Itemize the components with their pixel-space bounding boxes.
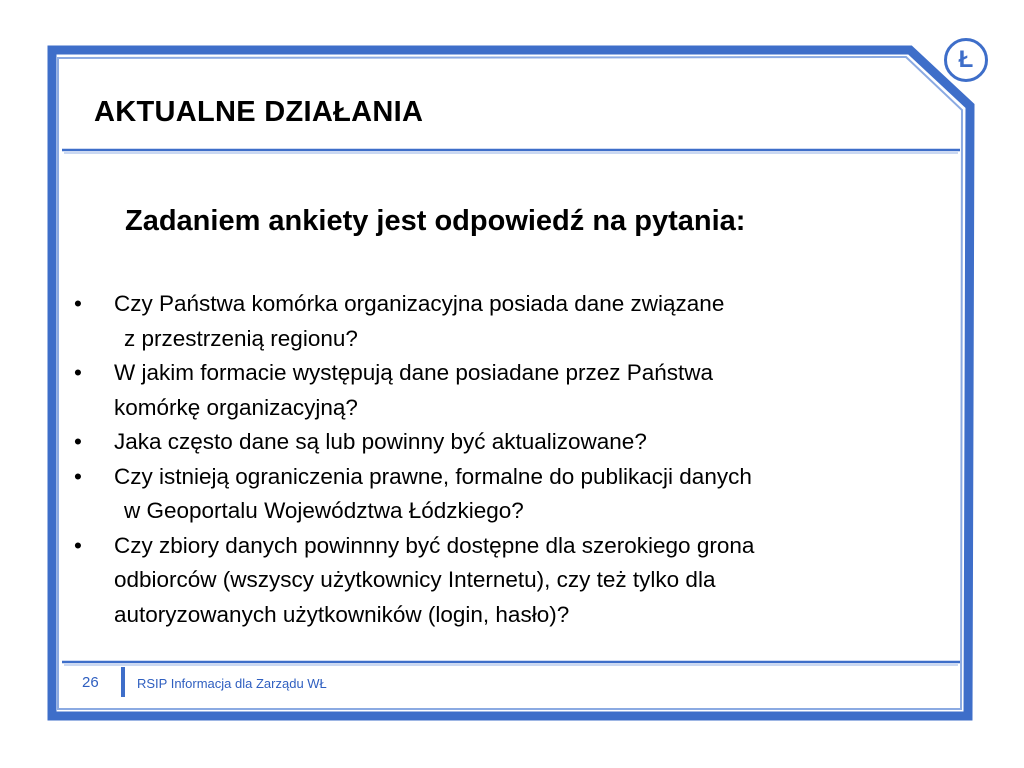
- footer-caption: RSIP Informacja dla Zarządu WŁ: [137, 676, 327, 691]
- list-item-text: W jakim formacie występują dane posiadane przez Państwa: [114, 360, 714, 385]
- bullet-icon: •: [74, 291, 82, 316]
- list-item-text: w Geoportalu Województwa Łódzkiego?: [124, 498, 524, 523]
- list-item-text: komórkę organizacyjną?: [114, 394, 358, 420]
- bullet-icon: •: [74, 463, 82, 489]
- bullet-icon: •: [74, 429, 82, 454]
- list-item-text: autoryzowanych użytkowników (login, hasło)?: [114, 601, 570, 627]
- list-item: [72, 356, 952, 425]
- list-item: [72, 425, 952, 460]
- slide-title: AKTUALNE DZIAŁANIA: [94, 96, 424, 128]
- bullet-icon: •: [74, 532, 82, 558]
- logo-text: Ł: [958, 46, 974, 73]
- list-item-text: Czy istnieją ograniczenia prawne, formalne do publikacji danych: [114, 463, 752, 489]
- list-item: [72, 529, 952, 633]
- list-item-text: z przestrzenią regionu?: [124, 325, 358, 351]
- list-item-text: Czy zbiory danych powinnny być dostępne dla szerokiego grona: [114, 532, 755, 558]
- page-number: 26: [82, 674, 99, 691]
- list-item-text: odbiorców (wszyscy użytkownicy Internetu), czy też tylko dla: [114, 567, 716, 592]
- list-item-text: Czy Państwa komórka organizacyjna posiada dane związane: [114, 291, 725, 316]
- bullet-icon: •: [74, 360, 82, 385]
- list-item: [72, 460, 952, 529]
- list-item: [72, 287, 952, 356]
- voivodeship-logo-icon: [944, 38, 988, 82]
- question-list: [72, 287, 952, 632]
- slide-subtitle: Zadaniem ankiety jest odpowiedź na pytania:: [125, 205, 746, 237]
- footer-separator: [121, 667, 125, 697]
- list-item-text: Jaka często dane są lub powinny być aktualizowane?: [114, 429, 647, 454]
